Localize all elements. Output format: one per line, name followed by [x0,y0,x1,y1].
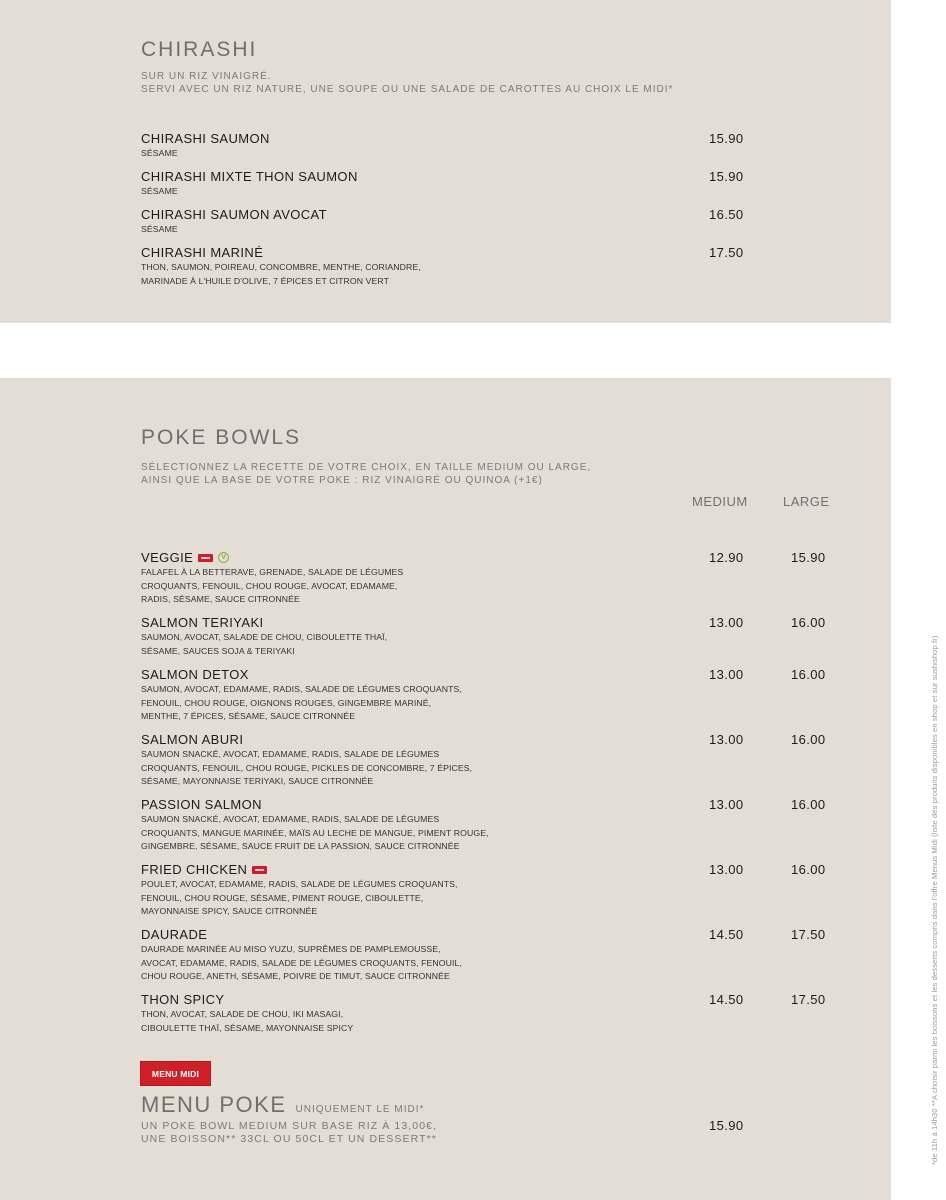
item-description: SAUMON, AVOCAT, SALADE DE CHOU, CIBOULETTE THAÏ, SÉSAME, SAUCES SOJA & TERIYAKI [141,632,388,656]
menu-item [141,667,841,724]
chirashi-title: CHIRASHI [141,38,258,61]
menu-item [141,615,841,658]
item-price-medium: 14.50 [709,927,744,942]
menu-item [141,169,841,199]
item-name: CHIRASHI MIXTE THON SAUMON [141,169,358,184]
item-description: POULET, AVOCAT, EDAMAME, RADIS, SALADE DE LÉGUMES CROQUANTS, FENOUIL, CHOU ROUGE, SÉSAME, PIMENT ROUGE, CIBOULETTE, MAYONNAISE SPICY, SAUCE CITRONNÉE [141,879,458,916]
menu-item [141,207,841,237]
item-name: SALMON TERIYAKI [141,615,264,630]
item-description: SÉSAME [141,224,178,234]
column-header-medium: MEDIUM [692,494,748,509]
item-name: PASSION SALMON [141,797,262,812]
item-name: DAURADE [141,927,208,942]
menu-poke-description: UN POKE BOWL MEDIUM SUR BASE RIZ À 13,00€, UNE BOISSON** 33CL OU 50CL ET UN DESSERT** [141,1120,438,1145]
item-price-large: 16.00 [791,862,826,877]
item-price-large: 17.50 [791,927,826,942]
item-price: 15.90 [709,131,744,146]
footnote-vertical: *de 11h à 14h30 **A choisir parmi les boissons et les desserts compris dans l'offre Menus Midi (liste des produits disponibles en shop et sur sushishop.fr) [930,635,939,1165]
item-name: CHIRASHI MARINÉ [141,245,264,260]
item-price-medium: 13.00 [709,667,744,682]
menu-item [141,550,841,607]
vegetarian-icon: V [218,552,229,563]
item-description: THON, SAUMON, POIREAU, CONCOMBRE, MENTHE, CORIANDRE, MARINADE À L'HUILE D'OLIVE, 7 ÉPICES ET CITRON VERT [141,262,421,286]
item-description: FALAFEL À LA BETTERAVE, GRENADE, SALADE DE LÉGUMES CROQUANTS, FENOUIL, CHOU ROUGE, AVOCAT, EDAMAME, RADIS, SÉSAME, SAUCE CITRONNÉE [141,567,404,604]
item-name: VEGGIE [141,550,194,565]
item-description: SAUMON SNACKÉ, AVOCAT, EDAMAME, RADIS, SALADE DE LÉGUMES CROQUANTS, FENOUIL, CHOU ROUGE, PICKLES DE CONCOMBRE, 7 ÉPICES, SÉSAME, MAYONNAISE TERIYAKI, SAUCE CITRONNÉE [141,749,473,786]
item-price: 15.90 [709,169,744,184]
item-price-large: 16.00 [791,797,826,812]
poke-title: POKE BOWLS [141,426,302,449]
item-price-large: 16.00 [791,615,826,630]
chirashi-section [0,0,891,323]
item-price-medium: 12.90 [709,550,744,565]
menu-poke-note: UNIQUEMENT LE MIDI* [295,1104,425,1115]
item-price-medium: 13.00 [709,862,744,877]
menu-midi-badge: MENU MIDI [141,1062,210,1085]
item-description: DAURADE MARINÉE AU MISO YUZU, SUPRÊMES DE PAMPLEMOUSSE, AVOCAT, EDAMAME, RADIS, SALADE DE LÉGUMES CROQUANTS, FENOUIL, CHOU ROUGE, ANETH, SÉSAME, POIVRE DE TIMUT, SAUCE CITRONNÉE [141,944,462,981]
item-price-large: 17.50 [791,992,826,1007]
item-price-large: 15.90 [791,550,826,565]
item-price-medium: 13.00 [709,615,744,630]
item-description: SÉSAME [141,148,178,158]
item-name: SALMON ABURI [141,732,244,747]
item-description: SÉSAME [141,186,178,196]
item-name: CHIRASHI SAUMON AVOCAT [141,207,328,222]
item-name: FRIED CHICKEN [141,862,248,877]
menu-poke-name: MENU POKE [141,1092,287,1117]
menu-item [141,131,841,161]
item-name: SALMON DETOX [141,667,249,682]
menu-item [141,927,841,984]
menu-poke-price: 15.90 [709,1118,744,1133]
poke-subtitle: SÉLECTIONNEZ LA RECETTE DE VOTRE CHOIX, EN TAILLE MEDIUM OU LARGE, AINSI QUE LA BASE DE VOTRE POKE : RIZ VINAIGRÉ OU QUINOA (+1€) [141,462,592,486]
menu-item [141,245,841,288]
menu-item [141,797,841,854]
chirashi-subtitle: SUR UN RIZ VINAIGRÉ. SERVI AVEC UN RIZ NATURE, UNE SOUPE OU UNE SALADE DE CAROTTES AU CHOIX LE MIDI* [141,71,674,95]
menu-item [141,732,841,789]
item-name: CHIRASHI SAUMON [141,131,270,146]
new-badge-icon [252,866,267,874]
item-price: 17.50 [709,245,744,260]
item-price: 16.50 [709,207,744,222]
item-price-medium: 13.00 [709,732,744,747]
menu-poke-title [141,1092,424,1118]
menu-item [141,992,841,1035]
new-badge-icon [198,554,213,562]
item-description: THON, AVOCAT, SALADE DE CHOU, IKI MASAGI, CIBOULETTE THAÏ, SÉSAME, MAYONNAISE SPICY [141,1009,354,1033]
poke-bowls-section [0,378,891,1200]
item-price-medium: 13.00 [709,797,744,812]
item-price-large: 16.00 [791,667,826,682]
item-price-medium: 14.50 [709,992,744,1007]
menu-item [141,862,841,919]
item-description: SAUMON, AVOCAT, EDAMAME, RADIS, SALADE DE LÉGUMES CROQUANTS, FENOUIL, CHOU ROUGE, OIGNONS ROUGES, GINGEMBRE MARINÉ, MENTHE, 7 ÉPICES, SÉSAME, SAUCE CITRONNÉE [141,684,462,721]
item-description: SAUMON SNACKÉ, AVOCAT, EDAMAME, RADIS, SALADE DE LÉGUMES CROQUANTS, MANGUE MARINÉE, MAÏS AU LECHE DE MANGUE, PIMENT ROUGE, GINGEMBRE, SÉSAME, SAUCE FRUIT DE LA PASSION, SAUCE CITRONNÉE [141,814,489,851]
column-header-large: LARGE [783,494,830,509]
item-name: THON SPICY [141,992,225,1007]
item-price-large: 16.00 [791,732,826,747]
